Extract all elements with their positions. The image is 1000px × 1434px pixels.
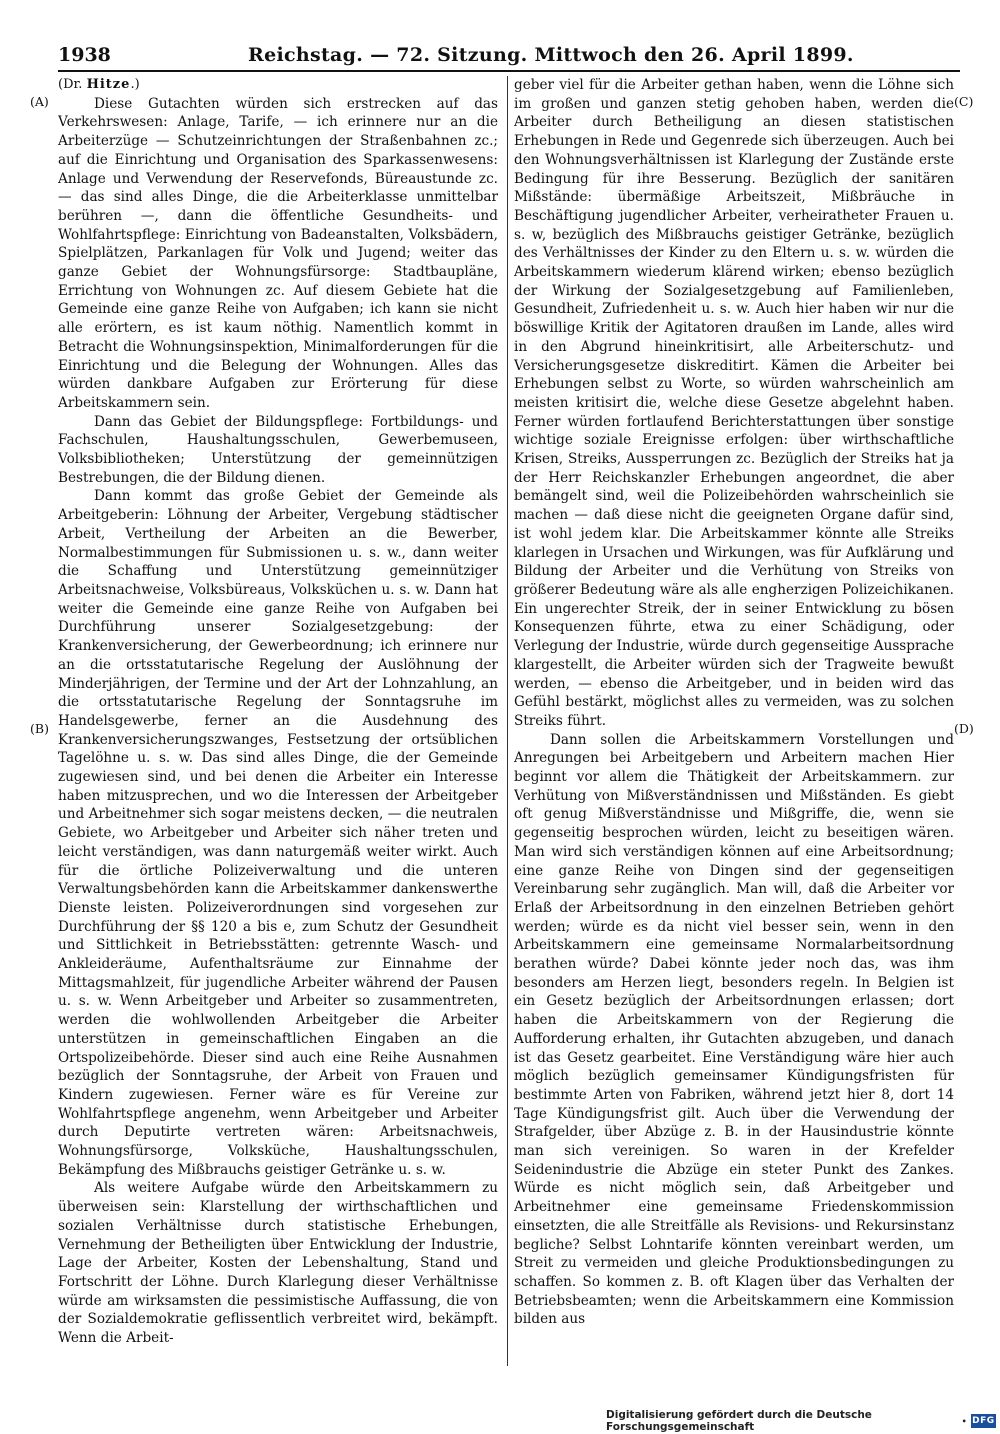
paragraph: geber viel für die Arbeiter gethan haben, wenn die Löhne sich im großen und ganzen stetig gehoben haben, werden die Arbeiter durch Betheiligung an diesen statistischen Erhebungen in Rede und Gegenrede sich überzeugen. Auch bei den Wohnungsverhältnissen ist Klarlegung der Zustände erste Bedingung für ihre Besserung. Bezüglich der sanitären Mißstände: übermäßige Arbeitszeit, Mißbräuche in Beschäftigung jugendlicher Arbeiter, verheiratheter Frauen u. s. w, bezüglich des Mißbrauchs geistiger Getränke, bezüglich des Verhältnisses der Kinder zu den Eltern u. s. w. würden die Arbeitskammern wiederum klärend wirken; ebenso bezüglich der Wirkung der Sozialgesetzgebung auf Familienleben, Gesundheit, Zufriedenheit u. s. w. Auch hier haben wir nur die böswillige Kritik der Agitatoren draußen im Lande, alles wird in den Abgrund hineinkritisirt, alle Arbeiterschutz- und Versicherungsgesetze diskreditirt. Kämen die Arbeiter bei Erhebungen selbst zu Worte, so würden wahrscheinlich am meisten kritisirt die, welche diese Gesetze abgelehnt haben. Ferner würden fortlaufend Berichterstattungen über sonstige wichtige soziale Ereignisse erfolgen: über wirthschaftliche Krisen, Streiks, Aussperrungen zc. Bezüglich der Streiks hat ja der Herr Reichskanzler Erhebungen angeordnet, die aber bemängelt sind, weil die Polizeibehörden wahrscheinlich sie machen — daß diese nicht die geeigneten Organe dafür sind, ist wohl jedem klar. Die Arbeitskammer könnte alle Streiks klarlegen in Ursachen und Wirkungen, was für Aufklärung und Bildung der Arbeiter und die Verhütung von Streiks von größerer Bedeutung wäre als alle engherzigen Polizeichikanen. Ein ungerechter Streik, der in seiner Entwicklung zu bösen Konsequenzen führte, etwa zu einer Schädigung, oder Verlegung der Industrie, würde durch gegenseitige Aussprache klargestellt, die Arbeiter würden sich der Tragweite bewußt werden, — ebenso die Arbeitgeber, und in beiden wird das Gefühl bestärkt, möglichst alles zu vermeiden, was zu solchen Streiks führt. (514, 77, 954, 729)
paragraph: Dann sollen die Arbeitskammern Vorstellungen und Anregungen bei Arbeitgebern und Arbeitern machen Hier beginnt vor allem die Thätigkeit der Arbeitskammern. zur Verhütung von Mißverständnissen und Mißständen. Es giebt oft genug Mißverständnisse und Mißgriffe, die, wenn sie gegenseitig besprochen würden, leicht zu beseitigen wären. Man wird sich verständigen können auf eine Arbeitsordnung; eine ganze Reihe von Dingen sind der gegenseitigen Vereinbarung sehr zugänglich. Man will, daß die Arbeiter vor Erlaß der Arbeitsordnung in den einzelnen Betrieben gehört werden; würde es da nicht viel besser sein, wenn in den Arbeitskammern eine gemeinsame Normalarbeitsordnung berathen würde? Dabei könnte jeder noch das, was ihm besonders am Herzen liegt, besonders regeln. In Belgien ist ein Gesetz bezüglich der Arbeitsordnungen erlassen; dort haben die Arbeitskammern von der Regierung die Aufforderung erhalten, ihr Gutachten abzugeben, und danach ist das Gesetz gearbeitet. Eine Verständigung wäre hier auch möglich bezüglich gemeinsamer Kündigungsfristen für bestimmte Arten von Fabriken, während jetzt hier 8, dort 14 Tage Kündigungsfrist gilt. Auch über die Verwendung der Strafgelder, über Abzüge z. B. in der Hausindustrie könnte man sich vereinigen. So waren in der Krefelder Seidenindustrie die Abzüge ein steter Punkt des Zankes. Würde es nicht möglich sein, daß Arbeitgeber und Arbeitnehmer eine gemeinsame Friedenskommission einsetzten, die alle Streitfälle als Revisions- und Rekursinstanz begliche? Selbst Lohntarife könnten vereinbart werden, um Streit zu vermeiden und gleiche Produktionsbedingungen zu schaffen. So kommen z. B. oft Klagen über das Verhalten der Betriebsbeamten; wenn die Arbeitskammern eine Kommission bilden aus (514, 731, 954, 1328)
speaker-prefix: (Dr. (58, 77, 83, 92)
paragraph: Dann das Gebiet der Bildungspflege: Fortbildungs- und Fachschulen, Haushaltungsschulen, Gewerbemuseen, Volksbibliotheken; Unterstützung der gemeinnützigen Bestrebungen, die der Bildung dienen. (58, 413, 498, 486)
margin-marker-c: (C) (954, 94, 974, 109)
margin-marker-b: (B) (30, 721, 49, 736)
digitization-footer (606, 1409, 996, 1433)
paragraph: Diese Gutachten würden sich erstrecken auf das Verkehrswesen: Anlage, Tarife, — ich erinnere nur an die Arbeiterzüge — Schutzeinrichtungen der Straßenbahnen zc.; auf die Einrichtung und Organisation des Sparkassenwesens: Anlage und Verwendung der Reservefonds, Büreaustunde zc. — das sind alles Dinge, die die Arbeiterklasse unmittelbar berühren —, dann die öffentliche Gesundheits- und Wohlfahrtspflege: Einrichtung von Badeanstalten, Volksbädern, Spielplätzen, Parkanlagen für Volk und Jugend; weiter das ganze Gebiet der Wohnungsfürsorge: Stadtbaupläne, Errichtung von Wohnungen zc. Auf diesem Gebiete hat die Gemeinde eine ganze Reihe von Aufgaben; ich kann sie nicht alle erörtern, es ist kaum nöthig. Namentlich kommt in Betracht die Wohnungsinspektion, Minimalforderungen für die Einrichtung und die Belegung der Wohnungen. Alles das würden dankbare Aufgaben zur Erörterung für diese Arbeitskammern sein. (58, 95, 498, 411)
paragraph: Dann kommt das große Gebiet der Gemeinde als Arbeitgeberin: Löhnung der Arbeiter, Vergebung städtischer Arbeit, Vertheilung der Arbeiten an die Bewerber, Normalbestimmungen für Submissionen u. s. w., dann weiter die Schaffung und Unterstützung gemeinnütziger Arbeitsnachweise, Volksbüreaus, Volksküchen u. s. w. Dann hat weiter die Gemeinde eine ganze Reihe von Aufgaben bei Durchführung unserer Sozialgesetzgebung: der Krankenversicherung, der Gewerbeordnung; ich erinnere nur an die ortsstatutarische Regelung der Auslöhnung der Minderjährigen, der Termine und der Art der Lohnzahlung, an die ortsstatutarische Regelung der Sonntagsruhe im Handelsgewerbe, ferner an die Ausdehnung des Krankenversicherungszwanges, Festsetzung der ortsüblichen Tagelöhne u. s. w. Das sind alles Dinge, die der Gemeinde zugewiesen sind, und bei denen die Arbeiter ein Interesse haben mitzusprechen, und wo die Interessen der Arbeitgeber und Arbeitnehmer sich sogar meistens decken, — die neutralen Gebiete, wo Arbeitgeber und Arbeiter sich näher treten und leicht verständigen, was dann naturgemäß weiter wirkt. Auch für die örtliche Polizeiverwaltung und die unteren Verwaltungsbehörden kann die Arbeitskammer dankenswerthe Dienste leisten. Polizeiverordnungen sind vorgesehen zur Durchführung der §§ 120 a bis e, zum Schutz der Gesundheit und Sittlichkeit in Betriebsstätten: getrennte Wasch- und Ankleideräume, Aufenthaltsräume zur Einnahme der Mittagsmahlzeit, für jugendliche Arbeiter während der Pausen u. s. w. Wenn Arbeitgeber und Arbeiter so zusammentreten, werden die wohlwollenden Arbeitgeber die Arbeiter unterstützen in gemeinschaftlichen Eingaben an die Ortspolizeibehörde. Dieser sind auch eine Reihe Ausnahmen bezüglich der Sonntagsruhe, der Arbeit von Frauen und Kindern zugewiesen. Ferner wäre es für Vereine zur Wohlfahrtspflege angenehm, wenn Arbeitgeber und Arbeiter durch Deputirte vertreten wären: Arbeitsnachweis, Wohnungsfürsorge, Volksküche, Haushaltungsschulen, Bekämpfung des Mißbrauchs geistiger Getränke u. s. w. (58, 488, 498, 1178)
footer-credit: Digitalisierung gefördert durch die Deutsche Forschungsgemeinschaft (606, 1409, 872, 1433)
footer-separator: • (961, 1416, 967, 1426)
margin-marker-d: (D) (954, 721, 974, 736)
margin-marker-a: (A) (30, 94, 49, 109)
speaker-label (58, 76, 498, 95)
page-number: 1938 (58, 44, 111, 66)
running-title: Reichstag. — 72. Sitzung. Mittwoch den 26. April 1899. (248, 44, 854, 66)
speaker-name: Hitze (86, 77, 131, 92)
page-header (58, 44, 958, 72)
right-column (514, 76, 954, 1368)
speaker-suffix: .) (130, 77, 140, 92)
dfg-logo-icon: DFG (972, 1416, 995, 1426)
left-column (58, 76, 498, 1368)
paragraph: Als weitere Aufgabe würde den Arbeitskammern zu überweisen sein: Klarstellung der wirthschaftlichen und sozialen Verhältnisse durch statistische Erhebungen, Vernehmung der Betheiligten über Entwicklung der Industrie, Lage der Arbeiter, Kosten der Lebenshaltung, Stand und Fortschritt der Löhne. Durch Klarlegung dieser Verhältnisse würde am wirksamsten die pessimistische Auffassung, die von der Sozialdemokratie geflissentlich verbreitet wird, bekämpft. Wenn die Arbeit- (58, 1180, 498, 1347)
header-rule (58, 70, 960, 72)
column-divider (507, 76, 508, 1366)
